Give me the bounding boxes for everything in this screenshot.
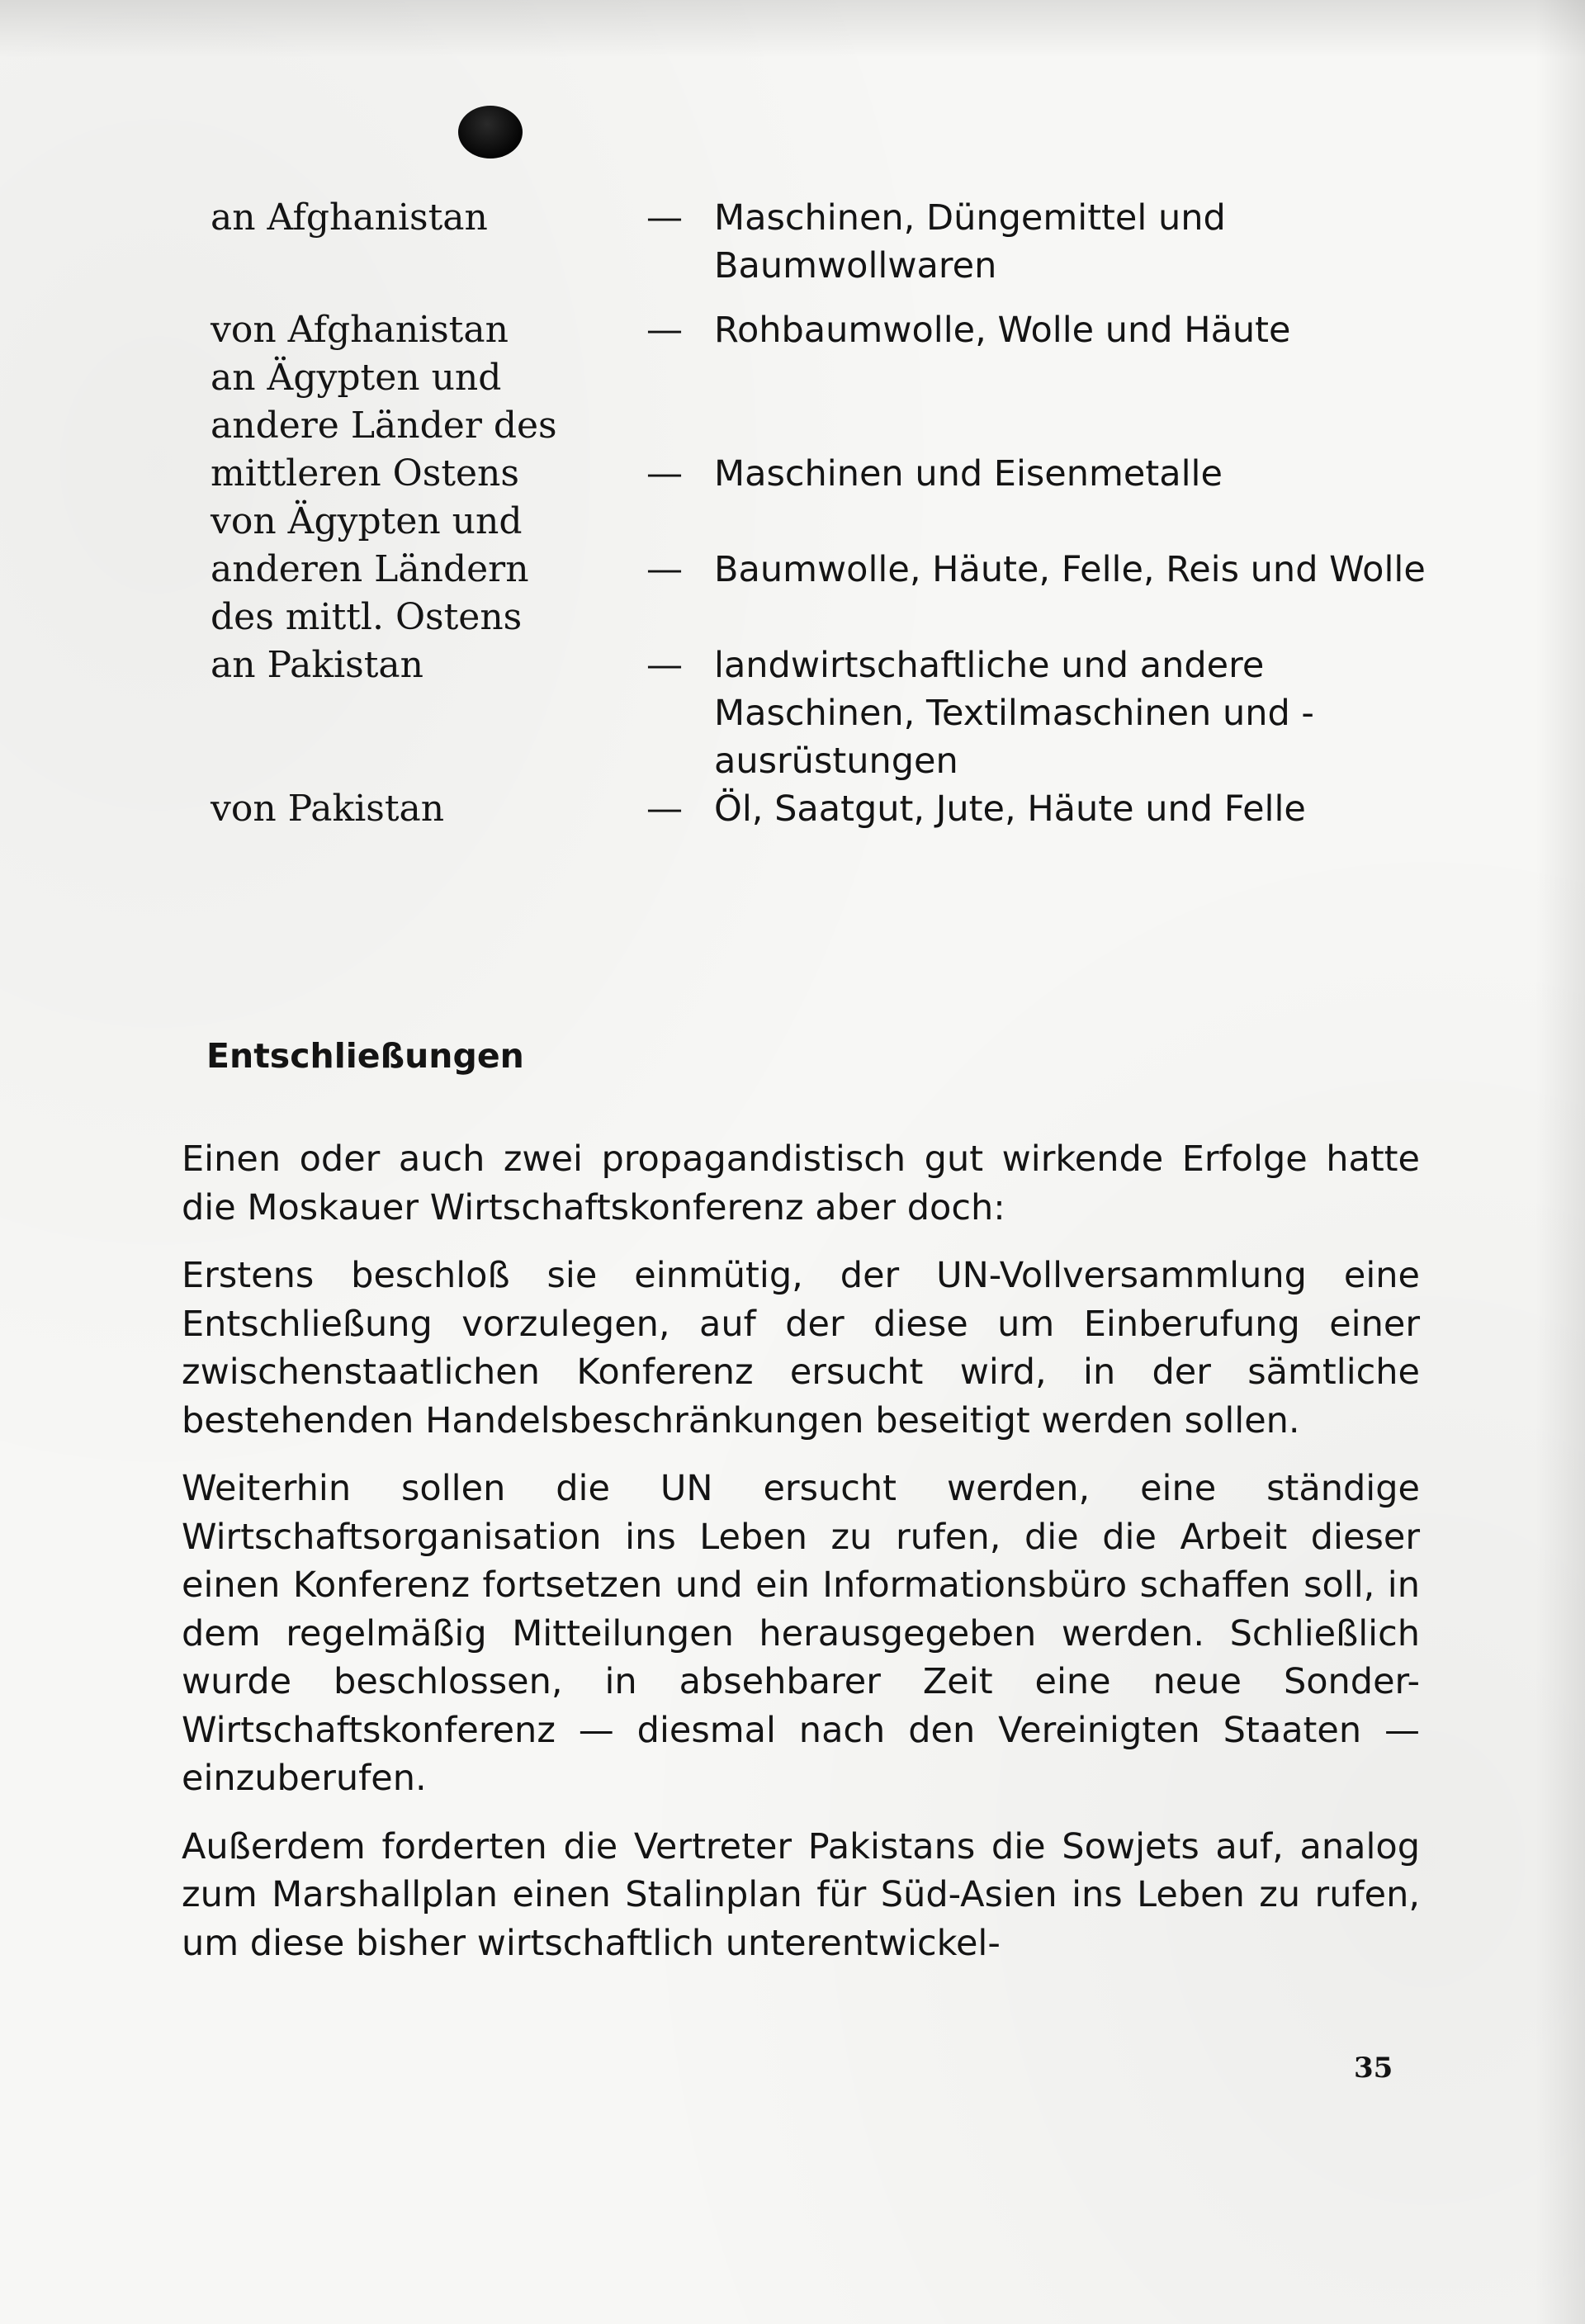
paragraph: Einen oder auch zwei propagandistisch gut wirkende Erfolge hatte die Moskauer Wirtschaftskonferenz aber doch: bbox=[182, 1138, 1420, 1228]
trade-country: an Ägypten und andere Länder des mittleren Ostens bbox=[211, 357, 557, 495]
paragraph: Außerdem forderten die Vertreter Pakistans die Sowjets auf, analog zum Marshallplan einen Stalinplan für Süd-Asien ins Leben zu rufen, um diese bisher wirtschaftlich unterentwickel- bbox=[182, 1825, 1420, 1964]
trade-row bbox=[211, 641, 1465, 785]
scan-shadow-top bbox=[0, 0, 1585, 58]
trade-row bbox=[211, 498, 1465, 641]
scan-shadow-right bbox=[1535, 0, 1585, 2324]
body-text bbox=[182, 1135, 1420, 1987]
trade-goods: Baumwolle, Häute, Felle, Reis und Wolle bbox=[714, 549, 1426, 590]
trade-country: von Afghanistan bbox=[211, 309, 509, 351]
trade-dash: — bbox=[646, 452, 683, 495]
trade-row bbox=[211, 306, 1465, 354]
trade-row bbox=[211, 194, 1465, 306]
trade-dash: — bbox=[646, 309, 683, 351]
trade-country: von Pakistan bbox=[211, 788, 445, 830]
trade-row bbox=[211, 354, 1465, 498]
trade-goods: landwirtschaftliche und andere Maschinen, Textilmaschinen und -ausrüstungen bbox=[714, 645, 1314, 782]
section-heading: Entschließungen bbox=[206, 1036, 524, 1076]
trade-goods: Öl, Saatgut, Jute, Häute und Felle bbox=[714, 788, 1306, 830]
trade-goods: Maschinen und Eisenmetalle bbox=[714, 453, 1223, 495]
trade-country: an Afghanistan bbox=[211, 196, 488, 239]
trade-country: von Ägypten und anderen Ländern des mittl. Ostens bbox=[211, 500, 529, 638]
trade-goods: Rohbaumwolle, Wolle und Häute bbox=[714, 310, 1291, 351]
trade-dash: — bbox=[646, 644, 683, 686]
page-number: 35 bbox=[1354, 2052, 1393, 2085]
trade-row bbox=[211, 785, 1465, 833]
trade-dash: — bbox=[646, 788, 683, 830]
paragraph: Weiterhin sollen die UN ersucht werden, eine ständige Wirtschaftsorganisation ins Leben zu rufen, die die Arbeit dieser einen Konferenz fortsetzen und ein Informationsbüro schaffen soll, in dem regelmäßig Mitteilungen herausgegeben werden. Schließlich wurde beschlossen, in absehbarer Zeit eine neue Sonder-Wirtschaftskonferenz — diesmal nach den Vereinigten Staaten — einzuberufen. bbox=[182, 1468, 1420, 1799]
paragraph: Erstens beschloß sie einmütig, der UN-Vollversammlung eine Entschließung vorzulegen, auf der diese um Einberufung einer zwischenstaatlichen Konferenz ersucht wird, in der sämtliche bestehenden Handelsbeschränkungen beseitigt werden sollen. bbox=[182, 1255, 1420, 1441]
trade-goods-table bbox=[211, 194, 1465, 833]
trade-dash: — bbox=[646, 548, 683, 590]
trade-dash: — bbox=[646, 196, 683, 239]
punch-hole-mark bbox=[458, 106, 523, 159]
trade-country: an Pakistan bbox=[211, 644, 423, 686]
trade-goods: Maschinen, Düngemittel und Baumwollwaren bbox=[714, 197, 1226, 286]
